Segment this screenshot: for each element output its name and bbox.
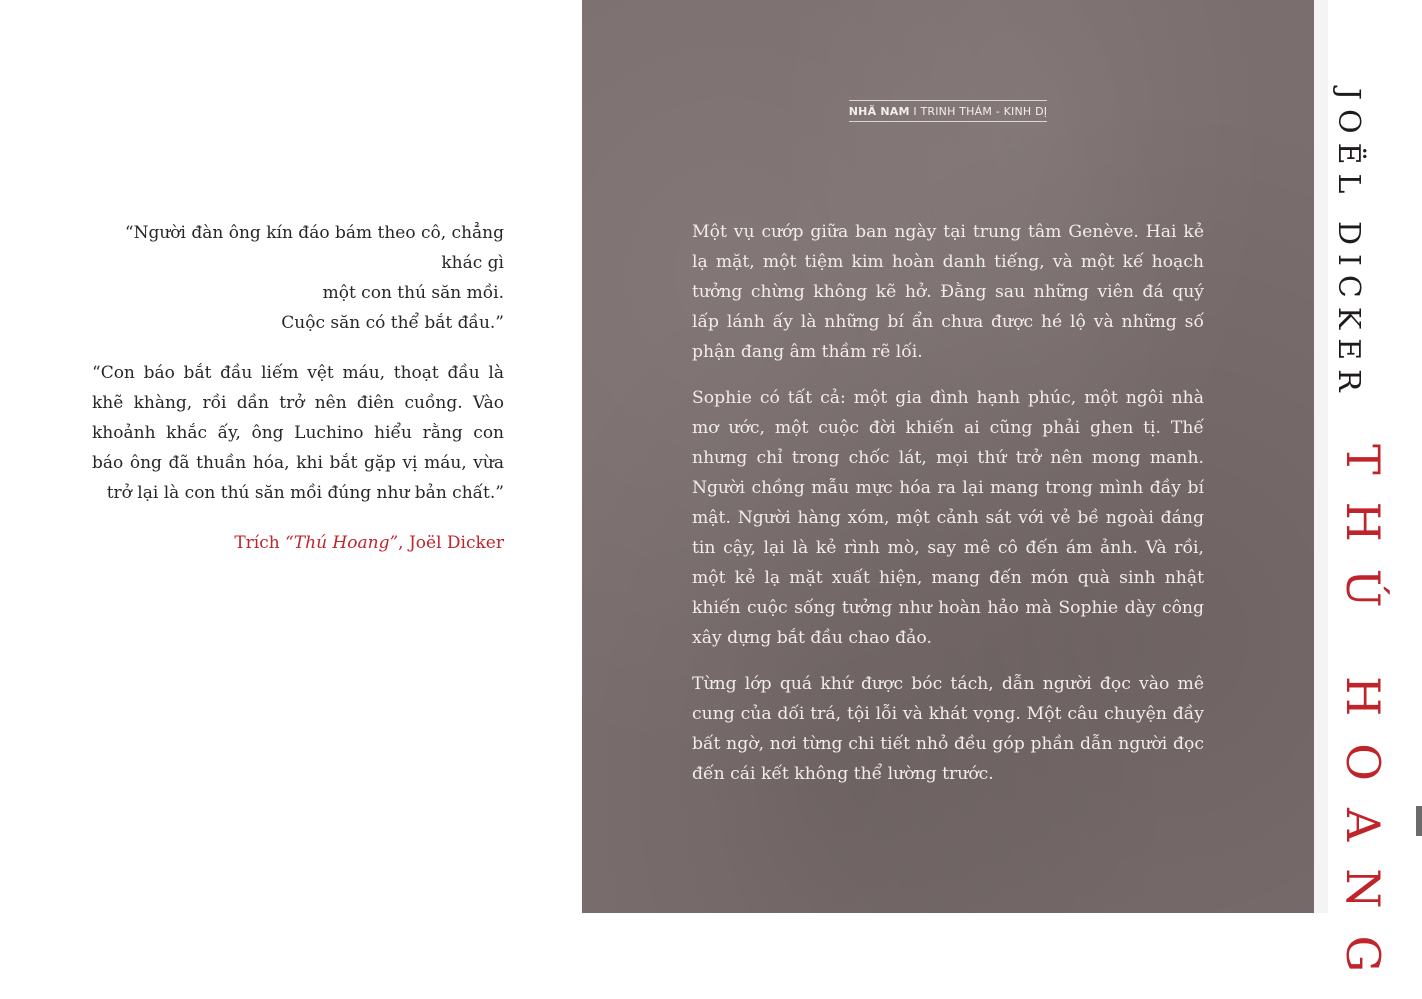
blurb-paragraph: Từng lớp quá khứ được bóc tách, dẫn người đọc vào mê cung của dối trá, tội lỗi và khát vọng. Một câu chuyện đầy bất ngờ, nơi từng chi tiết nhỏ đều góp phần dẫn người đọc đến cái kết không thể lường trước. <box>692 674 1204 784</box>
spine-edge <box>1314 0 1328 913</box>
quote-1-line: một con thú săn mồi. <box>322 283 504 303</box>
blurb-paragraph: Một vụ cướp giữa ban ngày tại trung tâm Genève. Hai kẻ lạ mặt, một tiệm kim hoàn danh tiếng, và một kế hoạch tưởng chừng không kẽ hở. Đằng sau những viên đá quý lấp lánh ấy là những bí ẩn chưa được hé lộ và những số phận đang âm thầm rẽ lối. <box>692 222 1204 362</box>
source-author: , Joël Dicker <box>398 533 504 553</box>
publisher-category: I TRINH THÁM - KINH DỊ <box>913 105 1048 118</box>
quote-1-line: “Người đàn ông kín đáo bám theo cô, chẳng khác gì <box>124 223 504 273</box>
publisher-label <box>849 100 1047 122</box>
publisher-line <box>582 100 1314 122</box>
back-cover <box>582 0 1314 913</box>
quotes-section <box>92 218 504 558</box>
spine-author: JOËL DICKER <box>1331 88 1366 401</box>
quote-1 <box>92 218 504 338</box>
source-title: “Thú Hoang” <box>285 533 399 553</box>
source-prefix: Trích <box>234 533 286 553</box>
quote-source <box>92 528 504 558</box>
edge-mark <box>1416 806 1422 836</box>
quote-1-line: Cuộc săn có thể bắt đầu.” <box>281 313 504 333</box>
spine-title: THÚ HOANG <box>1336 444 1390 999</box>
front-flap <box>0 0 582 913</box>
book-blurb <box>692 217 1204 805</box>
publisher-brand: NHÃ NAM <box>848 105 910 118</box>
quote-2: “Con báo bắt đầu liếm vệt máu, thoạt đầu là khẽ khàng, rồi dần trở nên điên cuồng. Vào khoảnh khắc ấy, ông Luchino hiểu rằng con báo ông đã thuần hóa, khi bắt gặp vị máu, vừa trở lại là con thú săn mồi đúng như bản chất.” <box>92 363 504 503</box>
blurb-paragraph: Sophie có tất cả: một gia đình hạnh phúc, một ngôi nhà mơ ước, một cuộc đời khiến ai cũng phải ghen tị. Thế nhưng chỉ trong chốc lát, mọi thứ trở nên mong manh. Người chồng mẫu mực hóa ra lại mang trong mình đầy bí mật. Người hàng xóm, một cảnh sát với vẻ bề ngoài đáng tin cậy, lại là kẻ rình mò, say mê cô đến ám ảnh. Và rồi, một kẻ lạ mặt xuất hiện, mang đến món quà sinh nhật khiến cuộc sống tưởng như hoàn hảo mà Sophie dày công xây dựng bắt đầu chao đảo. <box>692 388 1204 648</box>
